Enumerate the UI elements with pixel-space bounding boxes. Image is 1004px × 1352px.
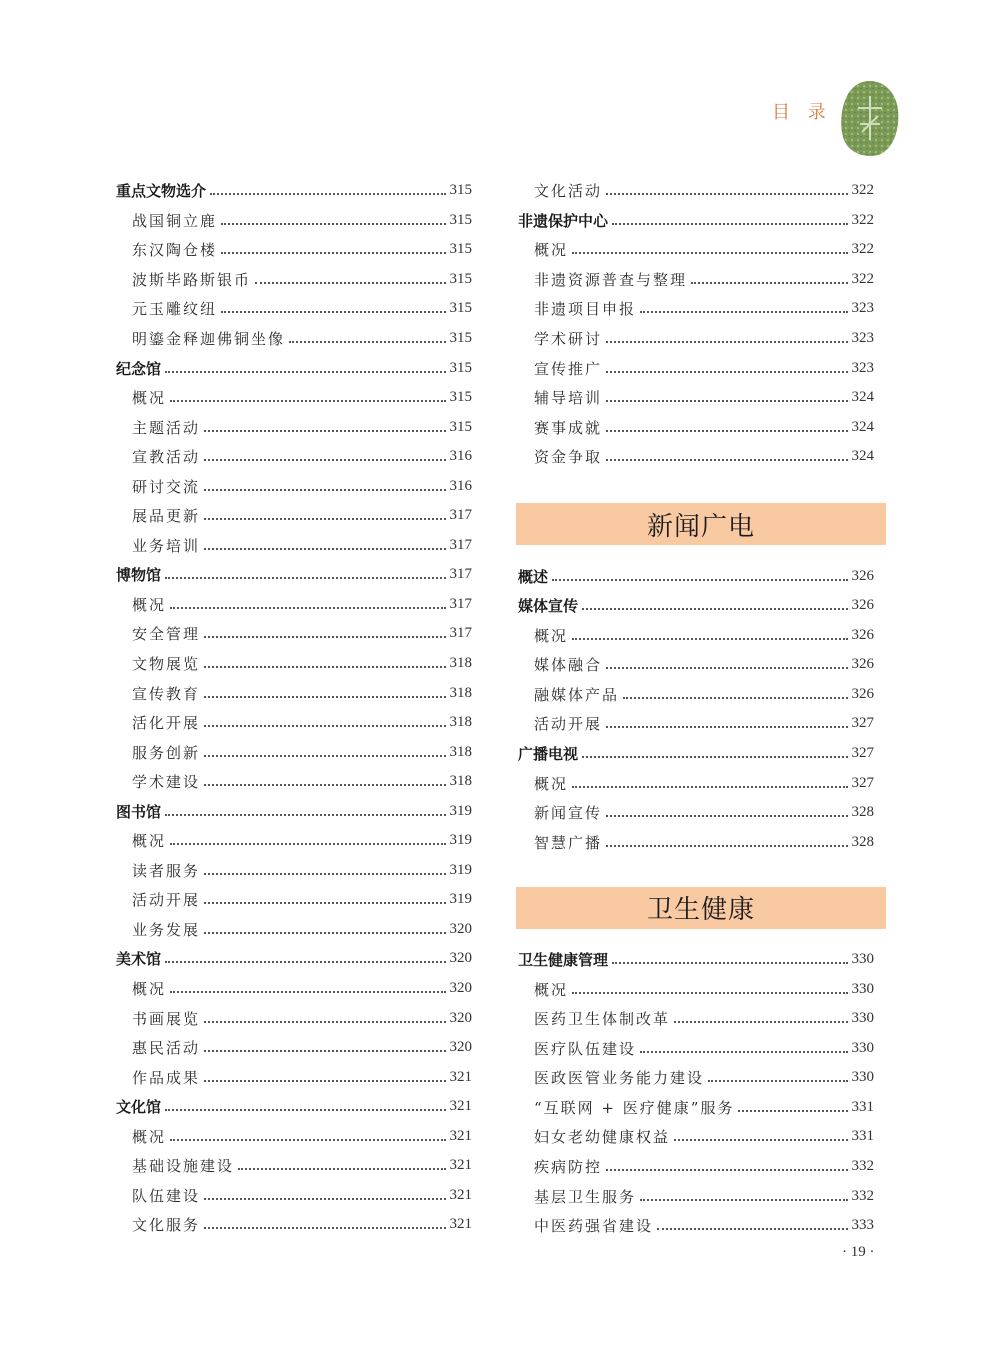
toc-entry-label: 业务培训 (132, 536, 201, 555)
dot-leader (572, 637, 847, 640)
dot-leader (606, 399, 847, 402)
toc-entry-page: 319 (449, 891, 472, 908)
toc-entry-label: 概况 (534, 241, 569, 260)
toc-entry-page: 324 (851, 418, 874, 435)
toc-entry[interactable] (116, 1181, 472, 1211)
dot-leader (606, 370, 847, 373)
toc-entry-page: 324 (851, 448, 874, 465)
toc-entry[interactable] (116, 383, 472, 413)
toc-entry-label: 概况 (534, 626, 569, 645)
toc-entry[interactable] (116, 1092, 472, 1122)
dot-leader (170, 1138, 445, 1141)
toc-entry-page: 323 (851, 300, 874, 317)
toc-entry[interactable] (116, 678, 472, 708)
toc-entry-label: 智慧广播 (534, 833, 603, 852)
page-number: · 19 · (842, 1244, 875, 1260)
toc-entry-page: 330 (851, 951, 874, 968)
toc-entry[interactable] (518, 680, 874, 710)
toc-entry[interactable] (116, 265, 472, 295)
toc-entry[interactable] (116, 353, 472, 383)
dot-leader (204, 635, 445, 638)
toc-entry[interactable] (116, 1062, 472, 1092)
toc-entry-label: 概况 (534, 980, 569, 999)
toc-entry-label: 学术研讨 (534, 330, 603, 348)
toc-entry-page: 320 (449, 950, 472, 967)
toc-entry-label: 新闻宣传 (534, 804, 603, 823)
dot-leader (170, 842, 445, 845)
toc-entry-label: 概况 (534, 774, 569, 793)
toc-entry-label: 文化馆 (116, 1098, 162, 1117)
toc-entry-label: 概况 (132, 389, 167, 408)
toc-entry[interactable] (116, 796, 472, 826)
toc-entry[interactable] (116, 1003, 472, 1033)
toc-entry-page: 315 (449, 241, 472, 258)
toc-entry[interactable] (518, 442, 874, 472)
toc-entry-page: 320 (449, 1009, 472, 1026)
toc-entry-page: 326 (851, 626, 874, 643)
dot-leader (606, 844, 847, 847)
toc-entry[interactable] (116, 915, 472, 945)
dot-leader (606, 340, 847, 343)
toc-entry-page: 323 (851, 330, 874, 346)
dot-leader (210, 192, 445, 195)
toc-entry-label: 辅导培训 (534, 389, 603, 408)
toc-entry-label: 概况 (132, 980, 167, 999)
toc-entry-page: 324 (851, 389, 874, 406)
dot-leader (657, 1227, 847, 1230)
toc-entry[interactable] (518, 176, 874, 206)
toc-entry-page: 333 (851, 1217, 874, 1234)
toc-entry[interactable] (116, 531, 472, 561)
toc-entry-page: 322 (851, 211, 874, 228)
toc-entry[interactable] (116, 206, 472, 236)
toc-entry[interactable] (518, 827, 874, 857)
toc-entry[interactable] (116, 885, 472, 915)
toc-entry-label: 宣传教育 (132, 684, 201, 703)
dot-leader (204, 429, 445, 432)
toc-entry-page: 321 (449, 1068, 472, 1085)
toc-entry-label: 明鎏金释迦佛铜坐像 (132, 330, 286, 348)
toc-entry[interactable] (116, 560, 472, 590)
toc-entry[interactable] (116, 1122, 472, 1152)
toc-entry-label: 妇女老幼健康权益 (534, 1128, 671, 1147)
toc-entry[interactable] (518, 561, 874, 591)
toc-entry-page: 318 (449, 655, 472, 672)
toc-entry-page: 315 (449, 359, 472, 376)
toc-entry-label: 媒体宣传 (518, 597, 579, 616)
toc-entry-page: 320 (449, 920, 472, 937)
toc-entry[interactable] (518, 1181, 874, 1211)
toc-entry-label: 活动开展 (132, 891, 201, 910)
toc-entry-label: 医药卫生体制改革 (534, 1010, 671, 1029)
toc-entry[interactable] (518, 1152, 874, 1182)
toc-entry[interactable] (116, 708, 472, 738)
dot-leader (289, 340, 445, 343)
toc-entry-page: 316 (449, 477, 472, 494)
toc-entry-page: 322 (851, 241, 874, 258)
toc-entry-label: 基础设施建设 (132, 1157, 235, 1176)
dot-leader (204, 872, 445, 875)
toc-entry-label: 融媒体产品 (534, 685, 620, 704)
toc-entry-label: 主题活动 (132, 418, 201, 437)
dot-leader (204, 1197, 445, 1200)
toc-entry-label: 业务发展 (132, 920, 201, 939)
dot-leader (691, 281, 847, 284)
toc-entry-label: 学术建设 (132, 773, 201, 792)
toc-entry[interactable] (518, 650, 874, 680)
dot-leader (238, 1167, 445, 1170)
toc-entry-label: 展品更新 (132, 507, 201, 526)
toc-entry[interactable] (116, 590, 472, 620)
dot-leader (606, 192, 847, 195)
toc-entry-page: 331 (851, 1128, 874, 1145)
toc-entry-label: 文化服务 (132, 1216, 201, 1235)
toc-entry-page: 326 (851, 597, 874, 614)
dot-leader (165, 813, 445, 816)
toc-entry-page: 317 (449, 566, 472, 583)
dot-leader (640, 310, 847, 313)
dot-leader (204, 458, 445, 461)
toc-entry[interactable] (116, 324, 472, 354)
toc-entry[interactable] (116, 767, 472, 797)
toc-entry[interactable] (518, 1122, 874, 1152)
toc-entry-label: 元玉雕纹纽 (132, 300, 218, 319)
dot-leader (674, 1020, 847, 1023)
toc-entry-label: 媒体融合 (534, 656, 603, 675)
toc-entry-label: 广播电视 (518, 745, 579, 764)
dot-leader (582, 607, 847, 610)
toc-entry-page: 321 (449, 1186, 472, 1203)
toc-entry[interactable] (518, 206, 874, 236)
toc-entry[interactable] (518, 265, 874, 295)
dot-leader (204, 665, 445, 668)
dot-leader (165, 960, 445, 963)
toc-entry-page: 331 (851, 1098, 874, 1115)
toc-entry-page: 317 (449, 536, 472, 553)
toc-entry-label: 书画展览 (132, 1009, 201, 1028)
toc-entry-label: 医政医管业务能力建设 (534, 1069, 705, 1088)
dot-leader (582, 755, 847, 758)
toc-entry-label: 惠民活动 (132, 1039, 201, 1058)
toc-entry-label: 概况 (132, 595, 167, 614)
dot-leader (170, 606, 445, 609)
toc-entry-page: 319 (449, 832, 472, 849)
toc-entry-page: 322 (851, 270, 874, 287)
toc-entry-label: 研讨交流 (132, 477, 201, 496)
toc-entry-label: 非遗项目申报 (534, 300, 637, 319)
dot-leader (204, 1226, 445, 1229)
toc-entry[interactable] (116, 1151, 472, 1181)
dot-leader (204, 724, 445, 727)
dot-leader (572, 251, 847, 254)
dot-leader (221, 310, 445, 313)
header-title: 目 录 (772, 102, 832, 123)
toc-entry-page: 328 (851, 804, 874, 821)
toc-entry-page: 321 (449, 1098, 472, 1115)
toc-entry-page: 319 (449, 861, 472, 878)
toc-entry-label: 中医药强省建设 (534, 1217, 654, 1236)
toc-entry[interactable] (116, 235, 472, 265)
dot-leader (606, 458, 847, 461)
toc-entry-page: 318 (449, 714, 472, 731)
toc-entry-label: 安全管理 (132, 625, 201, 644)
toc-entry[interactable] (518, 739, 874, 769)
toc-entry[interactable] (116, 649, 472, 679)
toc-entry-label: 非遗保护中心 (518, 211, 609, 230)
dot-leader (606, 725, 847, 728)
toc-entry[interactable] (116, 176, 472, 206)
dot-leader (674, 1138, 847, 1141)
dot-leader (165, 576, 445, 579)
dot-leader (606, 666, 847, 669)
section-banner-health: 卫生健康 (516, 887, 886, 929)
toc-entry-page: 322 (851, 182, 874, 199)
toc-entry[interactable] (116, 501, 472, 531)
toc-entry-page: 318 (449, 773, 472, 790)
toc-entry[interactable] (116, 856, 472, 886)
toc-entry-page: 327 (851, 745, 874, 762)
toc-entry-page: 315 (449, 211, 472, 228)
toc-entry[interactable] (518, 621, 874, 651)
toc-entry-label: 概况 (132, 1127, 167, 1146)
toc-entry[interactable] (116, 442, 472, 472)
toc-right-column (518, 176, 874, 1240)
toc-entry[interactable] (518, 1004, 874, 1034)
toc-entry-label: 非遗资源普查与整理 (534, 270, 688, 289)
toc-entry-label: 疾病防控 (534, 1158, 603, 1177)
toc-entry[interactable] (518, 294, 874, 324)
toc-entry-label: 图书馆 (116, 802, 162, 821)
toc-entry-page: 327 (851, 715, 874, 732)
toc-entry[interactable] (518, 709, 874, 739)
toc-entry-page: 315 (449, 418, 472, 435)
toc-entry-label: 赛事成就 (534, 418, 603, 437)
toc-entry-page: 323 (851, 359, 874, 376)
dot-leader (165, 370, 445, 373)
toc-entry-page: 317 (449, 625, 472, 642)
toc-entry[interactable] (116, 974, 472, 1004)
toc-entry-page: 321 (449, 1157, 472, 1174)
toc-entry-page: 330 (851, 1039, 874, 1056)
toc-entry-label: 概述 (518, 567, 549, 586)
toc-entry-page: 315 (449, 330, 472, 346)
toc-left-column (116, 176, 472, 1240)
toc-entry[interactable] (116, 944, 472, 974)
dot-leader (204, 783, 445, 786)
toc-entry-page: 321 (449, 1127, 472, 1144)
dot-leader (204, 931, 445, 934)
toc-entry-page: 315 (449, 389, 472, 406)
toc-entry-page: 332 (851, 1158, 874, 1175)
dot-leader (612, 222, 847, 225)
toc-entry-page: 320 (449, 1039, 472, 1056)
toc-entry-label: 读者服务 (132, 861, 201, 880)
toc-entry-page: 318 (449, 743, 472, 760)
toc-entry-page: 320 (449, 980, 472, 997)
dot-leader (170, 990, 445, 993)
toc-entry[interactable] (116, 412, 472, 442)
dot-leader (623, 696, 847, 699)
toc-entry-label: 东汉陶仓楼 (132, 241, 218, 260)
toc-entry[interactable] (518, 1093, 874, 1123)
toc-entry[interactable] (518, 974, 874, 1004)
toc-entry-label: 卫生健康管理 (518, 951, 609, 970)
toc-entry-page: 321 (449, 1216, 472, 1233)
toc-entry-label: 宣传推广 (534, 359, 603, 378)
toc-entry[interactable] (518, 1211, 874, 1241)
toc-entry-label: 医疗队伍建设 (534, 1039, 637, 1058)
dot-leader (204, 1049, 445, 1052)
dot-leader (204, 754, 445, 757)
toc-entry[interactable] (116, 471, 472, 501)
dot-leader (170, 399, 445, 402)
dot-leader (221, 222, 445, 225)
dot-leader (204, 695, 445, 698)
toc-entry-label: 服务创新 (132, 743, 201, 762)
toc-entry[interactable] (116, 826, 472, 856)
dot-leader (708, 1079, 847, 1082)
toc-entry-label: 活化开展 (132, 714, 201, 733)
toc-entry-label: “互联网 + 医疗健康”服务 (534, 1098, 735, 1117)
toc-entry[interactable] (518, 591, 874, 621)
toc-entry-page: 330 (851, 980, 874, 997)
dot-leader (255, 281, 445, 284)
dot-leader (204, 488, 445, 491)
toc-entry[interactable] (518, 1034, 874, 1064)
dot-leader (640, 1198, 847, 1201)
toc-entry[interactable] (518, 235, 874, 265)
toc-entry-page: 315 (449, 300, 472, 317)
dot-leader (552, 578, 847, 581)
dot-leader (606, 1168, 847, 1171)
toc-entry-label: 基层卫生服务 (534, 1187, 637, 1206)
toc-entry-label: 宣教活动 (132, 448, 201, 467)
toc-entry-page: 330 (851, 1010, 874, 1027)
toc-entry-page: 326 (851, 685, 874, 702)
toc-entry-label: 概况 (132, 832, 167, 851)
toc-entry-page: 326 (851, 567, 874, 584)
toc-entry-page: 327 (851, 774, 874, 791)
toc-entry-page: 317 (449, 595, 472, 612)
toc-entry-label: 美术馆 (116, 950, 162, 969)
toc-entry[interactable] (116, 294, 472, 324)
toc-entry-label: 博物馆 (116, 566, 162, 585)
toc-entry-label: 文化活动 (534, 182, 603, 201)
toc-entry[interactable] (518, 768, 874, 798)
toc-entry[interactable] (518, 798, 874, 828)
toc-entry-label: 重点文物选介 (116, 182, 207, 201)
section-banner-news-broadcast: 新闻广电 (516, 503, 886, 545)
dot-leader (640, 1050, 847, 1053)
toc-entry-page: 315 (449, 182, 472, 199)
toc-entry-label: 纪念馆 (116, 359, 162, 378)
toc-entry-label: 战国铜立鹿 (132, 211, 218, 230)
dot-leader (738, 1109, 847, 1112)
dot-leader (165, 1108, 445, 1111)
toc-entry-page: 315 (449, 270, 472, 287)
toc-entry-label: 队伍建设 (132, 1186, 201, 1205)
dot-leader (204, 1020, 445, 1023)
toc-entry-label: 活动开展 (534, 715, 603, 734)
toc-entry[interactable] (518, 383, 874, 413)
toc-entry-page: 326 (851, 656, 874, 673)
dot-leader (606, 814, 847, 817)
toc-entry[interactable] (518, 353, 874, 383)
toc-entry-page: 318 (449, 684, 472, 701)
toc-entry[interactable] (116, 1033, 472, 1063)
dot-leader (572, 991, 847, 994)
toc-entry-page: 319 (449, 802, 472, 819)
toc-entry-page: 316 (449, 448, 472, 465)
toc-entry-label: 文物展览 (132, 655, 201, 674)
toc-entry-page: 317 (449, 507, 472, 524)
toc-entry[interactable] (518, 1063, 874, 1093)
dot-leader (204, 517, 445, 520)
dot-leader (612, 961, 847, 964)
toc-entry-page: 332 (851, 1187, 874, 1204)
dot-leader (221, 251, 445, 254)
dot-leader (204, 547, 445, 550)
toc-entry-page: 330 (851, 1069, 874, 1086)
dot-leader (204, 901, 445, 904)
toc-entry-page: 328 (851, 833, 874, 850)
toc-entry[interactable] (116, 1210, 472, 1240)
dot-leader (204, 1079, 445, 1082)
toc-entry[interactable] (116, 619, 472, 649)
toc-entry[interactable] (518, 412, 874, 442)
toc-entry[interactable] (518, 945, 874, 975)
toc-entry[interactable] (518, 324, 874, 354)
toc-entry-label: 资金争取 (534, 448, 603, 467)
toc-entry-label: 波斯毕路斯银币 (132, 270, 252, 289)
dot-leader (606, 429, 847, 432)
toc-entry-label: 作品成果 (132, 1068, 201, 1087)
toc-entry[interactable] (116, 737, 472, 767)
seal-stamp-icon (838, 78, 902, 158)
dot-leader (572, 785, 847, 788)
